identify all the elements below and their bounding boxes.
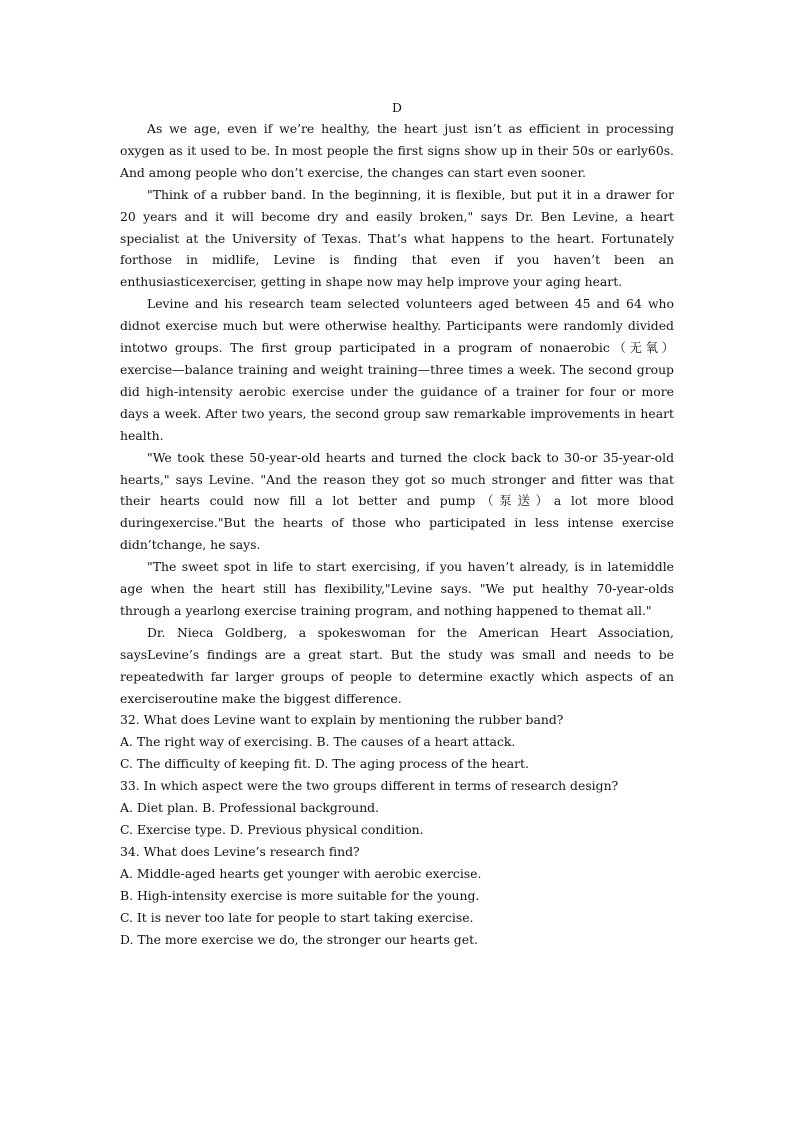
answer-option-c: C. It is never too late for people to start taking exercise.: [120, 909, 474, 925]
paragraph-1: As we age, even if we’re healthy, the heart just isn’t as efficient in processing oxygen as it used to be. In most people the first signs show up in their 50s or early60s. And among people who don’t exercise, the changes can start even sooner.: [120, 121, 674, 180]
question-stem: 34. What does Levine’s research find?: [120, 843, 360, 859]
paragraph-2: "Think of a rubber band. In the beginning, it is flexible, but put it in a drawer for 20 years and it will become dry and easily broken," says Dr. Ben Levine, a heart specialist at the University of Texas. That’s what happens to the heart. Fortunately forthose in midlife, Levine is finding that even if you haven’t been an enthusiasticexerciser, getting in shape now may help improve your aging heart.: [120, 186, 674, 290]
question-32: [120, 709, 674, 775]
paragraph-6: Dr. Nieca Goldberg, a spokeswoman for the American Heart Association, saysLevine’s findings are a great start. But the study was small and needs to be repeatedwith far larger groups of people to determine exactly which aspects of an exerciseroutine make the biggest difference.: [120, 624, 674, 706]
answer-options-ab: A. The right way of exercising. B. The causes of a heart attack.: [120, 734, 516, 750]
document-page: [120, 98, 674, 950]
question-stem: 32. What does Levine want to explain by mentioning the rubber band?: [120, 712, 564, 728]
answer-options-cd: C. The difficulty of keeping fit. D. The aging process of the heart.: [120, 756, 529, 772]
answer-option-d: D. The more exercise we do, the stronger our hearts get.: [120, 931, 478, 947]
answer-option-a: A. Middle-aged hearts get younger with aerobic exercise.: [120, 865, 482, 881]
paragraph-5: "The sweet spot in life to start exercising, if you haven’t already, is in latemiddle age when the heart still has flexibility,"Levine says. "We put healthy 70-year-olds through a yearlong exercise training program, and nothing happened to themat all.": [120, 559, 674, 618]
question-stem: 33. In which aspect were the two groups different in terms of research design?: [120, 778, 619, 794]
answer-options-cd: C. Exercise type. D. Previous physical condition.: [120, 822, 424, 837]
paragraph-3: Levine and his research team selected volunteers aged between 45 and 64 who didnot exercise much but were otherwise healthy. Participants were randomly divided intotwo groups. The first group participated in a program of nonaerobic（无氧）exercise—balance training and weight training—three times a week. The second group did high-intensity aerobic exercise under the guidance of a trainer for four or more days a week. After two years, the second group saw remarkable improvements in heart health.: [120, 296, 674, 443]
paragraph-4: "We took these 50-year-old hearts and turned the clock back to 30-or 35-year-old hearts," says Levine. "And the reason they got so much stronger and fitter was that their hearts could now fill a lot better and pump（泵送）a lot more blood duringexercise."But the hearts of those who participated in less intense exercise didn’tchange, he says.: [120, 449, 674, 553]
answer-options-ab: A. Diet plan. B. Professional background.: [120, 800, 380, 816]
section-heading: D: [392, 100, 402, 115]
answer-option-b: B. High-intensity exercise is more suitable for the young.: [120, 887, 480, 903]
question-33: [120, 775, 674, 841]
question-34: [120, 841, 674, 951]
